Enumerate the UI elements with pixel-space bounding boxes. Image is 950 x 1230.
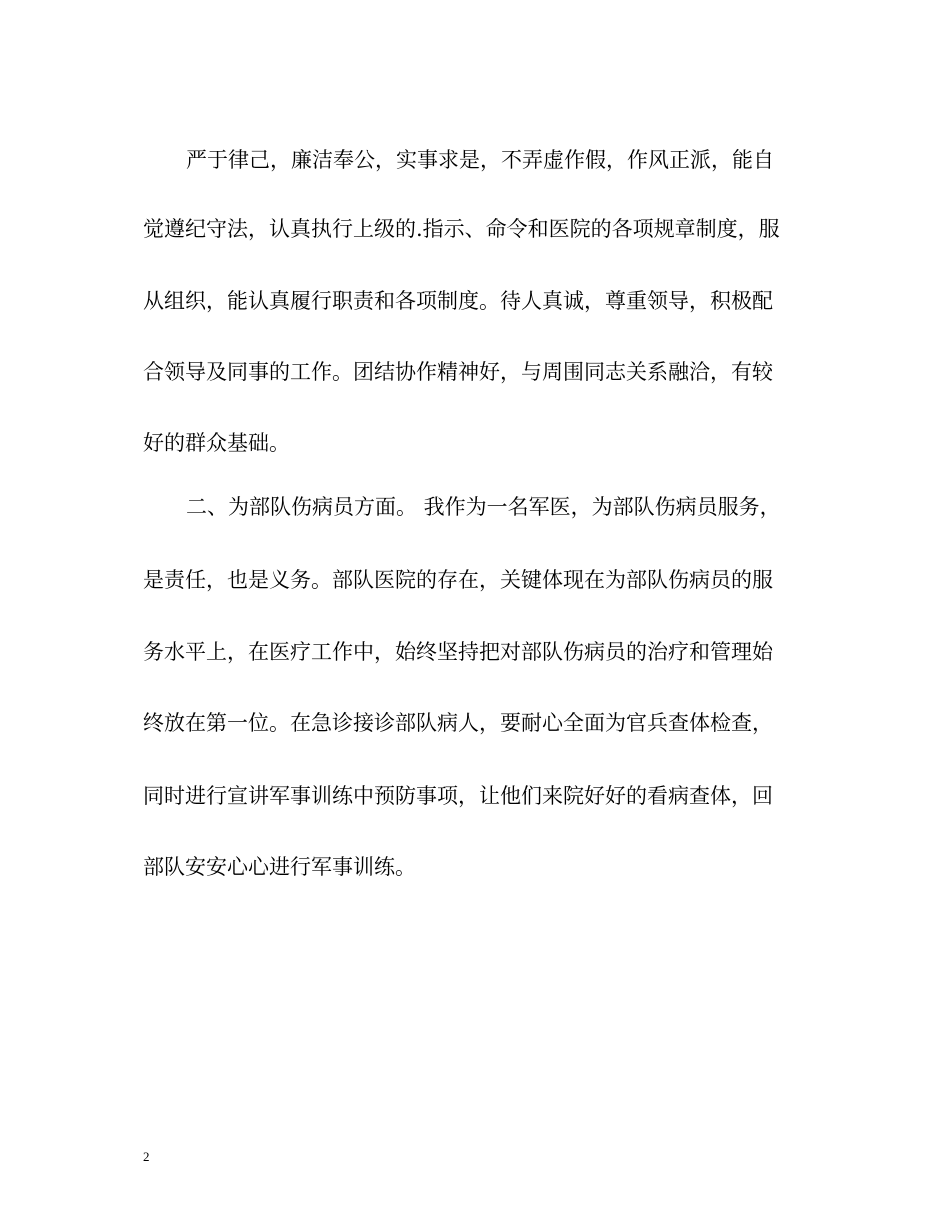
line-text: 是责任，也是义务。部队医院的存在，关键体现在为部队伤病员的服 (143, 568, 773, 592)
line-text: 合领导及同事的工作。团结协作精神好，与周围同志关系融洽，有较 (143, 360, 773, 384)
text-line (0, 286, 950, 316)
text-line (0, 637, 950, 667)
text-line (0, 357, 950, 387)
text-line (0, 492, 950, 522)
line-text: 二、为部队伤病员方面。 我作为一名军医，为部队伤病员服务， (186, 495, 781, 519)
text-line (0, 145, 950, 175)
text-line (0, 781, 950, 811)
line-text: 终放在第一位。在急诊接诊部队病人，要耐心全面为官兵查体检查， (143, 711, 773, 735)
line-text: 觉遵纪守法，认真执行上级的.指示、命令和医院的各项规章制度，服 (143, 217, 780, 241)
text-line (0, 428, 950, 458)
page-number: 2 (143, 1149, 150, 1164)
text-line (0, 214, 950, 244)
line-text: 部队安安心心进行军事训练。 (143, 855, 416, 879)
text-line (0, 708, 950, 738)
line-text: 好的群众基础。 (143, 431, 290, 455)
text-line (0, 565, 950, 595)
line-text: 严于律己，廉洁奉公，实事求是，不弄虚作假，作风正派，能自 (186, 148, 774, 172)
line-text: 务水平上，在医疗工作中，始终坚持把对部队伤病员的治疗和管理始 (143, 640, 773, 664)
line-text: 从组织，能认真履行职责和各项制度。待人真诚，尊重领导，积极配 (143, 289, 773, 313)
line-text: 同时进行宣讲军事训练中预防事项，让他们来院好好的看病查体，回 (143, 784, 773, 808)
text-line (0, 852, 950, 882)
